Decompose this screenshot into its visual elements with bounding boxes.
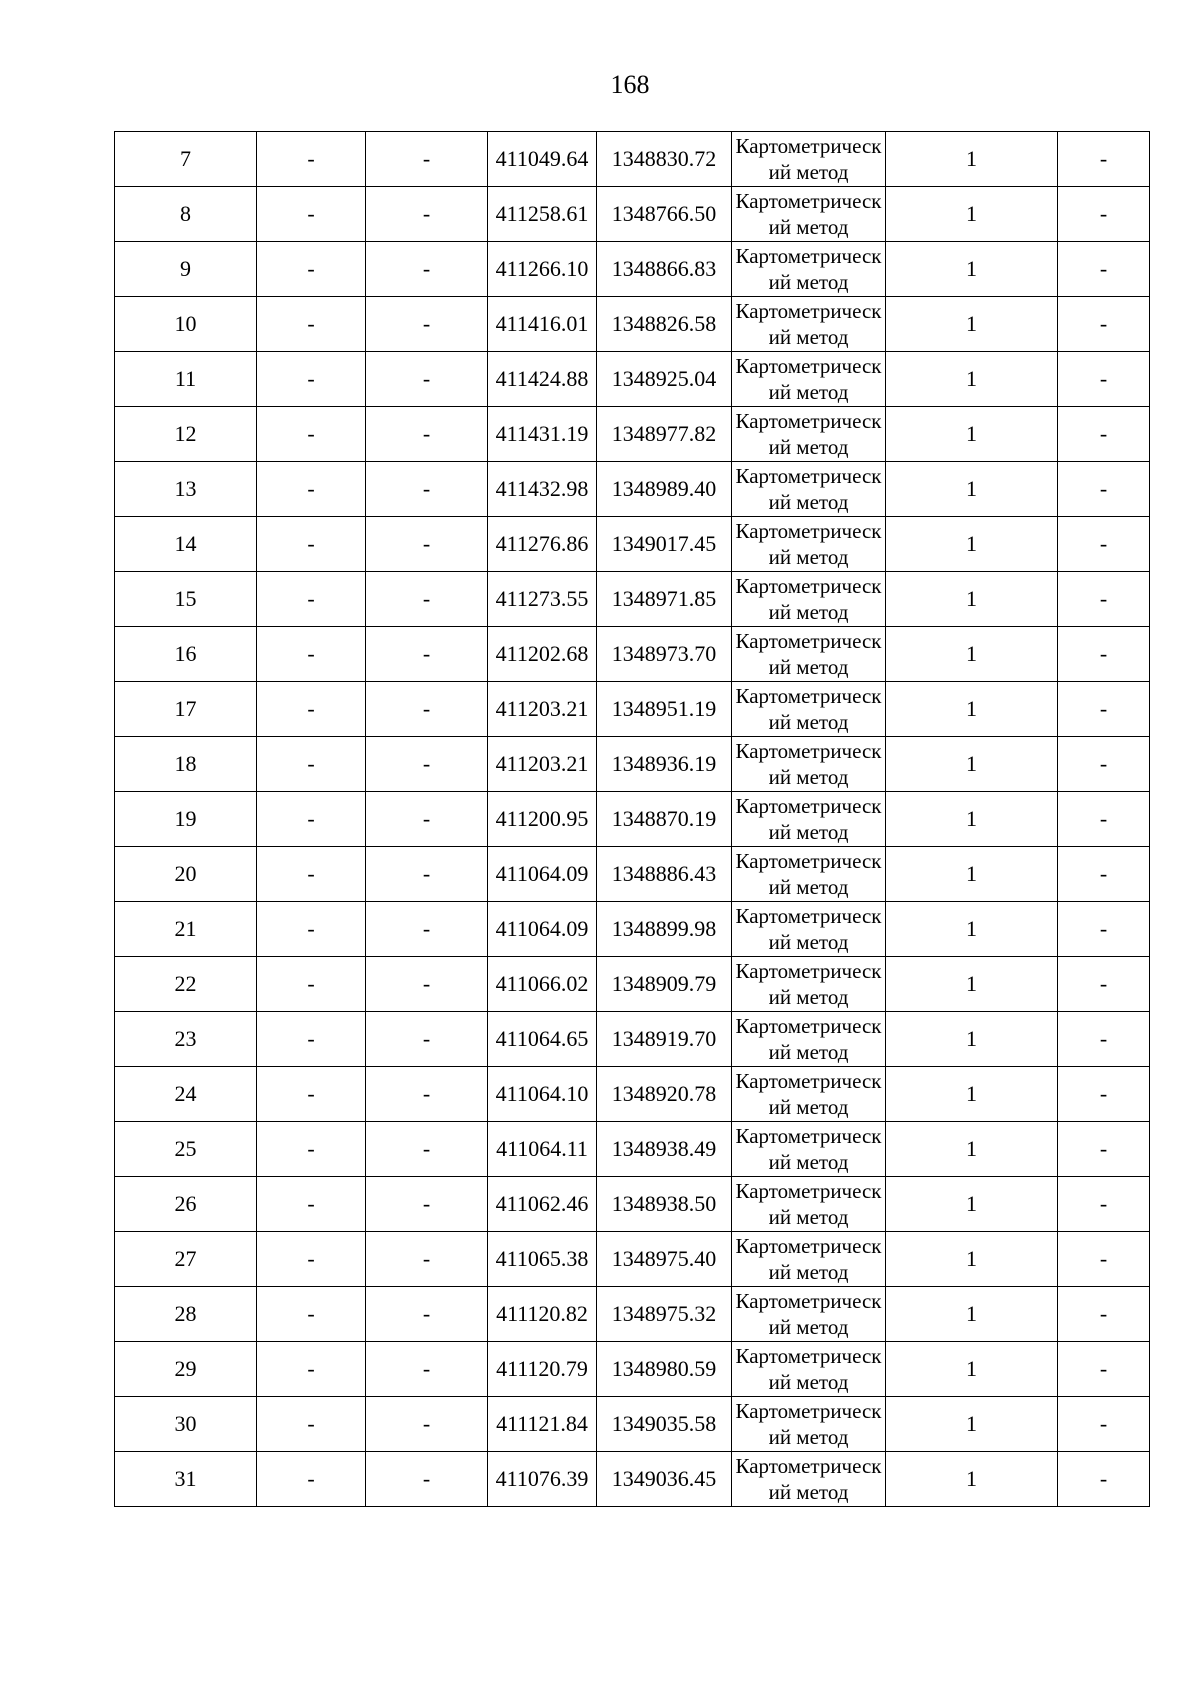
empty-col-1-cell: - xyxy=(257,792,366,847)
point-number-cell: 30 xyxy=(115,1397,257,1452)
table-row xyxy=(115,1177,1150,1232)
method-cell: Картометрический метод xyxy=(732,462,886,517)
x-coordinate-cell: 411424.88 xyxy=(488,352,597,407)
table-row xyxy=(115,957,1150,1012)
empty-col-1-cell: - xyxy=(257,407,366,462)
method-cell: Картометрический метод xyxy=(732,737,886,792)
y-coordinate-cell: 1348886.43 xyxy=(597,847,732,902)
point-number-cell: 24 xyxy=(115,1067,257,1122)
empty-col-1-cell: - xyxy=(257,627,366,682)
empty-col-1-cell: - xyxy=(257,352,366,407)
accuracy-cell: 1 xyxy=(886,462,1058,517)
empty-col-1-cell: - xyxy=(257,1287,366,1342)
x-coordinate-cell: 411064.09 xyxy=(488,847,597,902)
empty-col-2-cell: - xyxy=(366,1287,488,1342)
x-coordinate-cell: 411049.64 xyxy=(488,132,597,187)
table-row xyxy=(115,627,1150,682)
empty-col-1-cell: - xyxy=(257,957,366,1012)
x-coordinate-cell: 411066.02 xyxy=(488,957,597,1012)
table-row xyxy=(115,1287,1150,1342)
empty-col-2-cell: - xyxy=(366,297,488,352)
x-coordinate-cell: 411416.01 xyxy=(488,297,597,352)
note-cell: - xyxy=(1058,1287,1150,1342)
note-cell: - xyxy=(1058,407,1150,462)
x-coordinate-cell: 411431.19 xyxy=(488,407,597,462)
empty-col-2-cell: - xyxy=(366,1452,488,1507)
point-number-cell: 21 xyxy=(115,902,257,957)
empty-col-1-cell: - xyxy=(257,187,366,242)
empty-col-1-cell: - xyxy=(257,462,366,517)
table-row xyxy=(115,902,1150,957)
page-number: 168 xyxy=(610,70,650,99)
note-cell: - xyxy=(1058,297,1150,352)
empty-col-2-cell: - xyxy=(366,517,488,572)
y-coordinate-cell: 1348866.83 xyxy=(597,242,732,297)
x-coordinate-cell: 411276.86 xyxy=(488,517,597,572)
method-cell: Картометрический метод xyxy=(732,242,886,297)
x-coordinate-cell: 411064.11 xyxy=(488,1122,597,1177)
empty-col-2-cell: - xyxy=(366,737,488,792)
y-coordinate-cell: 1348951.19 xyxy=(597,682,732,737)
table-row xyxy=(115,1122,1150,1177)
empty-col-2-cell: - xyxy=(366,1342,488,1397)
empty-col-2-cell: - xyxy=(366,572,488,627)
point-number-cell: 13 xyxy=(115,462,257,517)
method-cell: Картометрический метод xyxy=(732,352,886,407)
table-row xyxy=(115,187,1150,242)
empty-col-1-cell: - xyxy=(257,242,366,297)
empty-col-1-cell: - xyxy=(257,1012,366,1067)
empty-col-2-cell: - xyxy=(366,187,488,242)
method-cell: Картометрический метод xyxy=(732,1177,886,1232)
note-cell: - xyxy=(1058,187,1150,242)
y-coordinate-cell: 1348925.04 xyxy=(597,352,732,407)
y-coordinate-cell: 1348870.19 xyxy=(597,792,732,847)
coordinates-table xyxy=(114,131,1150,1507)
method-cell: Картометрический метод xyxy=(732,902,886,957)
empty-col-2-cell: - xyxy=(366,1067,488,1122)
accuracy-cell: 1 xyxy=(886,792,1058,847)
empty-col-1-cell: - xyxy=(257,1122,366,1177)
accuracy-cell: 1 xyxy=(886,1122,1058,1177)
y-coordinate-cell: 1348920.78 xyxy=(597,1067,732,1122)
note-cell: - xyxy=(1058,792,1150,847)
point-number-cell: 28 xyxy=(115,1287,257,1342)
note-cell: - xyxy=(1058,1067,1150,1122)
point-number-cell: 7 xyxy=(115,132,257,187)
empty-col-1-cell: - xyxy=(257,572,366,627)
method-cell: Картометрический метод xyxy=(732,627,886,682)
table-row xyxy=(115,1067,1150,1122)
accuracy-cell: 1 xyxy=(886,572,1058,627)
note-cell: - xyxy=(1058,957,1150,1012)
point-number-cell: 12 xyxy=(115,407,257,462)
accuracy-cell: 1 xyxy=(886,242,1058,297)
table-row xyxy=(115,352,1150,407)
y-coordinate-cell: 1348971.85 xyxy=(597,572,732,627)
table-row xyxy=(115,792,1150,847)
empty-col-1-cell: - xyxy=(257,737,366,792)
method-cell: Картометрический метод xyxy=(732,1397,886,1452)
accuracy-cell: 1 xyxy=(886,352,1058,407)
y-coordinate-cell: 1348830.72 xyxy=(597,132,732,187)
table-row xyxy=(115,1012,1150,1067)
y-coordinate-cell: 1349036.45 xyxy=(597,1452,732,1507)
method-cell: Картометрический метод xyxy=(732,1287,886,1342)
x-coordinate-cell: 411121.84 xyxy=(488,1397,597,1452)
accuracy-cell: 1 xyxy=(886,187,1058,242)
y-coordinate-cell: 1348975.40 xyxy=(597,1232,732,1287)
method-cell: Картометрический метод xyxy=(732,1342,886,1397)
method-cell: Картометрический метод xyxy=(732,1012,886,1067)
y-coordinate-cell: 1348766.50 xyxy=(597,187,732,242)
note-cell: - xyxy=(1058,572,1150,627)
y-coordinate-cell: 1348938.49 xyxy=(597,1122,732,1177)
table-row xyxy=(115,1342,1150,1397)
x-coordinate-cell: 411203.21 xyxy=(488,737,597,792)
note-cell: - xyxy=(1058,847,1150,902)
accuracy-cell: 1 xyxy=(886,682,1058,737)
table-row xyxy=(115,297,1150,352)
table-row xyxy=(115,737,1150,792)
empty-col-2-cell: - xyxy=(366,1397,488,1452)
empty-col-2-cell: - xyxy=(366,352,488,407)
x-coordinate-cell: 411203.21 xyxy=(488,682,597,737)
note-cell: - xyxy=(1058,1122,1150,1177)
empty-col-2-cell: - xyxy=(366,792,488,847)
method-cell: Картометрический метод xyxy=(732,572,886,627)
note-cell: - xyxy=(1058,462,1150,517)
x-coordinate-cell: 411065.38 xyxy=(488,1232,597,1287)
accuracy-cell: 1 xyxy=(886,902,1058,957)
table-row xyxy=(115,132,1150,187)
note-cell: - xyxy=(1058,627,1150,682)
x-coordinate-cell: 411120.79 xyxy=(488,1342,597,1397)
y-coordinate-cell: 1348899.98 xyxy=(597,902,732,957)
accuracy-cell: 1 xyxy=(886,957,1058,1012)
point-number-cell: 19 xyxy=(115,792,257,847)
table-row xyxy=(115,407,1150,462)
table-body xyxy=(115,132,1150,1507)
y-coordinate-cell: 1348826.58 xyxy=(597,297,732,352)
y-coordinate-cell: 1348980.59 xyxy=(597,1342,732,1397)
point-number-cell: 22 xyxy=(115,957,257,1012)
method-cell: Картометрический метод xyxy=(732,957,886,1012)
table-row xyxy=(115,1397,1150,1452)
empty-col-2-cell: - xyxy=(366,462,488,517)
accuracy-cell: 1 xyxy=(886,132,1058,187)
empty-col-1-cell: - xyxy=(257,297,366,352)
method-cell: Картометрический метод xyxy=(732,1232,886,1287)
accuracy-cell: 1 xyxy=(886,407,1058,462)
accuracy-cell: 1 xyxy=(886,1177,1058,1232)
point-number-cell: 8 xyxy=(115,187,257,242)
accuracy-cell: 1 xyxy=(886,847,1058,902)
point-number-cell: 15 xyxy=(115,572,257,627)
x-coordinate-cell: 411064.09 xyxy=(488,902,597,957)
empty-col-1-cell: - xyxy=(257,1177,366,1232)
note-cell: - xyxy=(1058,1232,1150,1287)
note-cell: - xyxy=(1058,1012,1150,1067)
method-cell: Картометрический метод xyxy=(732,1067,886,1122)
empty-col-1-cell: - xyxy=(257,902,366,957)
point-number-cell: 29 xyxy=(115,1342,257,1397)
empty-col-1-cell: - xyxy=(257,1397,366,1452)
point-number-cell: 23 xyxy=(115,1012,257,1067)
point-number-cell: 16 xyxy=(115,627,257,682)
y-coordinate-cell: 1348919.70 xyxy=(597,1012,732,1067)
empty-col-1-cell: - xyxy=(257,1452,366,1507)
empty-col-2-cell: - xyxy=(366,957,488,1012)
table-row xyxy=(115,1232,1150,1287)
x-coordinate-cell: 411202.68 xyxy=(488,627,597,682)
method-cell: Картометрический метод xyxy=(732,407,886,462)
point-number-cell: 18 xyxy=(115,737,257,792)
note-cell: - xyxy=(1058,902,1150,957)
accuracy-cell: 1 xyxy=(886,1232,1058,1287)
empty-col-2-cell: - xyxy=(366,1012,488,1067)
empty-col-2-cell: - xyxy=(366,1122,488,1177)
y-coordinate-cell: 1348977.82 xyxy=(597,407,732,462)
accuracy-cell: 1 xyxy=(886,737,1058,792)
table-row xyxy=(115,682,1150,737)
x-coordinate-cell: 411258.61 xyxy=(488,187,597,242)
point-number-cell: 27 xyxy=(115,1232,257,1287)
note-cell: - xyxy=(1058,1177,1150,1232)
y-coordinate-cell: 1348975.32 xyxy=(597,1287,732,1342)
note-cell: - xyxy=(1058,132,1150,187)
x-coordinate-cell: 411064.65 xyxy=(488,1012,597,1067)
point-number-cell: 31 xyxy=(115,1452,257,1507)
point-number-cell: 17 xyxy=(115,682,257,737)
point-number-cell: 9 xyxy=(115,242,257,297)
note-cell: - xyxy=(1058,682,1150,737)
method-cell: Картометрический метод xyxy=(732,1122,886,1177)
empty-col-2-cell: - xyxy=(366,1232,488,1287)
method-cell: Картометрический метод xyxy=(732,297,886,352)
table-row xyxy=(115,242,1150,297)
point-number-cell: 14 xyxy=(115,517,257,572)
x-coordinate-cell: 411273.55 xyxy=(488,572,597,627)
method-cell: Картометрический метод xyxy=(732,187,886,242)
point-number-cell: 11 xyxy=(115,352,257,407)
empty-col-2-cell: - xyxy=(366,627,488,682)
accuracy-cell: 1 xyxy=(886,517,1058,572)
table-row xyxy=(115,517,1150,572)
table-row xyxy=(115,462,1150,517)
empty-col-2-cell: - xyxy=(366,407,488,462)
x-coordinate-cell: 411200.95 xyxy=(488,792,597,847)
empty-col-1-cell: - xyxy=(257,847,366,902)
accuracy-cell: 1 xyxy=(886,1012,1058,1067)
x-coordinate-cell: 411432.98 xyxy=(488,462,597,517)
method-cell: Картометрический метод xyxy=(732,132,886,187)
point-number-cell: 20 xyxy=(115,847,257,902)
empty-col-2-cell: - xyxy=(366,1177,488,1232)
empty-col-1-cell: - xyxy=(257,1342,366,1397)
empty-col-1-cell: - xyxy=(257,1232,366,1287)
empty-col-2-cell: - xyxy=(366,902,488,957)
x-coordinate-cell: 411064.10 xyxy=(488,1067,597,1122)
empty-col-1-cell: - xyxy=(257,132,366,187)
accuracy-cell: 1 xyxy=(886,1452,1058,1507)
accuracy-cell: 1 xyxy=(886,627,1058,682)
method-cell: Картометрический метод xyxy=(732,517,886,572)
empty-col-2-cell: - xyxy=(366,132,488,187)
accuracy-cell: 1 xyxy=(886,297,1058,352)
point-number-cell: 10 xyxy=(115,297,257,352)
y-coordinate-cell: 1349035.58 xyxy=(597,1397,732,1452)
note-cell: - xyxy=(1058,517,1150,572)
x-coordinate-cell: 411062.46 xyxy=(488,1177,597,1232)
empty-col-2-cell: - xyxy=(366,682,488,737)
method-cell: Картометрический метод xyxy=(732,1452,886,1507)
note-cell: - xyxy=(1058,1397,1150,1452)
method-cell: Картометрический метод xyxy=(732,792,886,847)
y-coordinate-cell: 1349017.45 xyxy=(597,517,732,572)
y-coordinate-cell: 1348936.19 xyxy=(597,737,732,792)
empty-col-1-cell: - xyxy=(257,1067,366,1122)
method-cell: Картометрический метод xyxy=(732,682,886,737)
method-cell: Картометрический метод xyxy=(732,847,886,902)
point-number-cell: 25 xyxy=(115,1122,257,1177)
accuracy-cell: 1 xyxy=(886,1397,1058,1452)
accuracy-cell: 1 xyxy=(886,1342,1058,1397)
y-coordinate-cell: 1348938.50 xyxy=(597,1177,732,1232)
empty-col-2-cell: - xyxy=(366,242,488,297)
x-coordinate-cell: 411266.10 xyxy=(488,242,597,297)
accuracy-cell: 1 xyxy=(886,1287,1058,1342)
y-coordinate-cell: 1348909.79 xyxy=(597,957,732,1012)
empty-col-1-cell: - xyxy=(257,682,366,737)
point-number-cell: 26 xyxy=(115,1177,257,1232)
table-row xyxy=(115,572,1150,627)
empty-col-2-cell: - xyxy=(366,847,488,902)
note-cell: - xyxy=(1058,737,1150,792)
table-row xyxy=(115,1452,1150,1507)
note-cell: - xyxy=(1058,1342,1150,1397)
y-coordinate-cell: 1348973.70 xyxy=(597,627,732,682)
accuracy-cell: 1 xyxy=(886,1067,1058,1122)
empty-col-1-cell: - xyxy=(257,517,366,572)
note-cell: - xyxy=(1058,352,1150,407)
x-coordinate-cell: 411076.39 xyxy=(488,1452,597,1507)
x-coordinate-cell: 411120.82 xyxy=(488,1287,597,1342)
note-cell: - xyxy=(1058,242,1150,297)
y-coordinate-cell: 1348989.40 xyxy=(597,462,732,517)
note-cell: - xyxy=(1058,1452,1150,1507)
table-row xyxy=(115,847,1150,902)
